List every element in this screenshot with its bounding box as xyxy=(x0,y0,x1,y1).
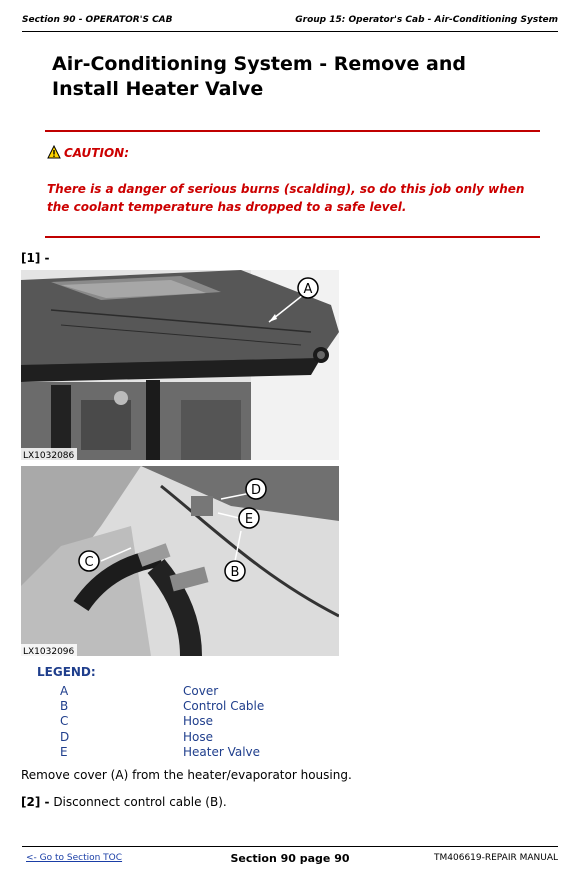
photo-1-code: LX1032086 xyxy=(23,451,75,460)
step-2-text: Disconnect control cable (B). xyxy=(53,795,227,809)
callout-e: E xyxy=(244,512,254,527)
caution-heading xyxy=(47,145,129,162)
callout-b: B xyxy=(230,565,240,580)
caution-label: CAUTION: xyxy=(64,146,129,160)
legend-key: A xyxy=(60,684,69,698)
legend-key: D xyxy=(60,730,70,744)
instruction-1: Remove cover (A) from the heater/evaporator housing. xyxy=(21,768,352,782)
legend-value: Hose xyxy=(183,714,213,728)
step-2-label: [2] - xyxy=(21,795,50,809)
legend-key: B xyxy=(60,699,69,713)
header-section: Section 90 - OPERATOR'S CAB xyxy=(22,15,173,25)
photo-heater-valve xyxy=(21,466,339,656)
legend-value: Cover xyxy=(183,684,219,698)
page-title: Air-Conditioning System - Remove and Install Heater Valve xyxy=(52,53,467,100)
callout-a-photo1: A xyxy=(303,282,313,297)
page-number: Section 90 page 90 xyxy=(230,852,350,865)
step-1-label: [1] - xyxy=(21,251,50,265)
legend-item xyxy=(60,684,218,698)
legend-value: Control Cable xyxy=(183,699,265,713)
page-footer xyxy=(22,846,558,873)
photo-2-code: LX1032096 xyxy=(23,647,75,656)
callout-d: D xyxy=(250,483,262,498)
section-toc-link[interactable]: <- Go to Section TOC xyxy=(26,853,123,863)
legend-item xyxy=(60,699,264,713)
legend-item xyxy=(60,730,213,744)
legend-value: Hose xyxy=(183,730,213,744)
caution-text: There is a danger of serious burns (scalding), so do this job only when the coolant temperature has dropped to a safe level. xyxy=(47,182,525,214)
legend-key: C xyxy=(60,714,69,728)
legend-item xyxy=(60,745,260,759)
legend-value: Heater Valve xyxy=(183,745,261,759)
manual-id: TM406619-REPAIR MANUAL xyxy=(434,853,558,863)
photo-cab-roof xyxy=(21,270,339,460)
legend-key: E xyxy=(60,745,68,759)
step-2 xyxy=(21,795,227,809)
caution-bottom-rule xyxy=(45,236,540,238)
callout-c: C xyxy=(84,555,94,570)
legend-title: LEGEND: xyxy=(37,665,96,679)
warning-icon xyxy=(47,145,61,162)
legend-item xyxy=(60,714,213,728)
page-header xyxy=(22,9,558,32)
header-group: Group 15: Operator's Cab - Air-Conditioning System xyxy=(295,15,558,25)
caution-top-rule xyxy=(45,130,540,132)
